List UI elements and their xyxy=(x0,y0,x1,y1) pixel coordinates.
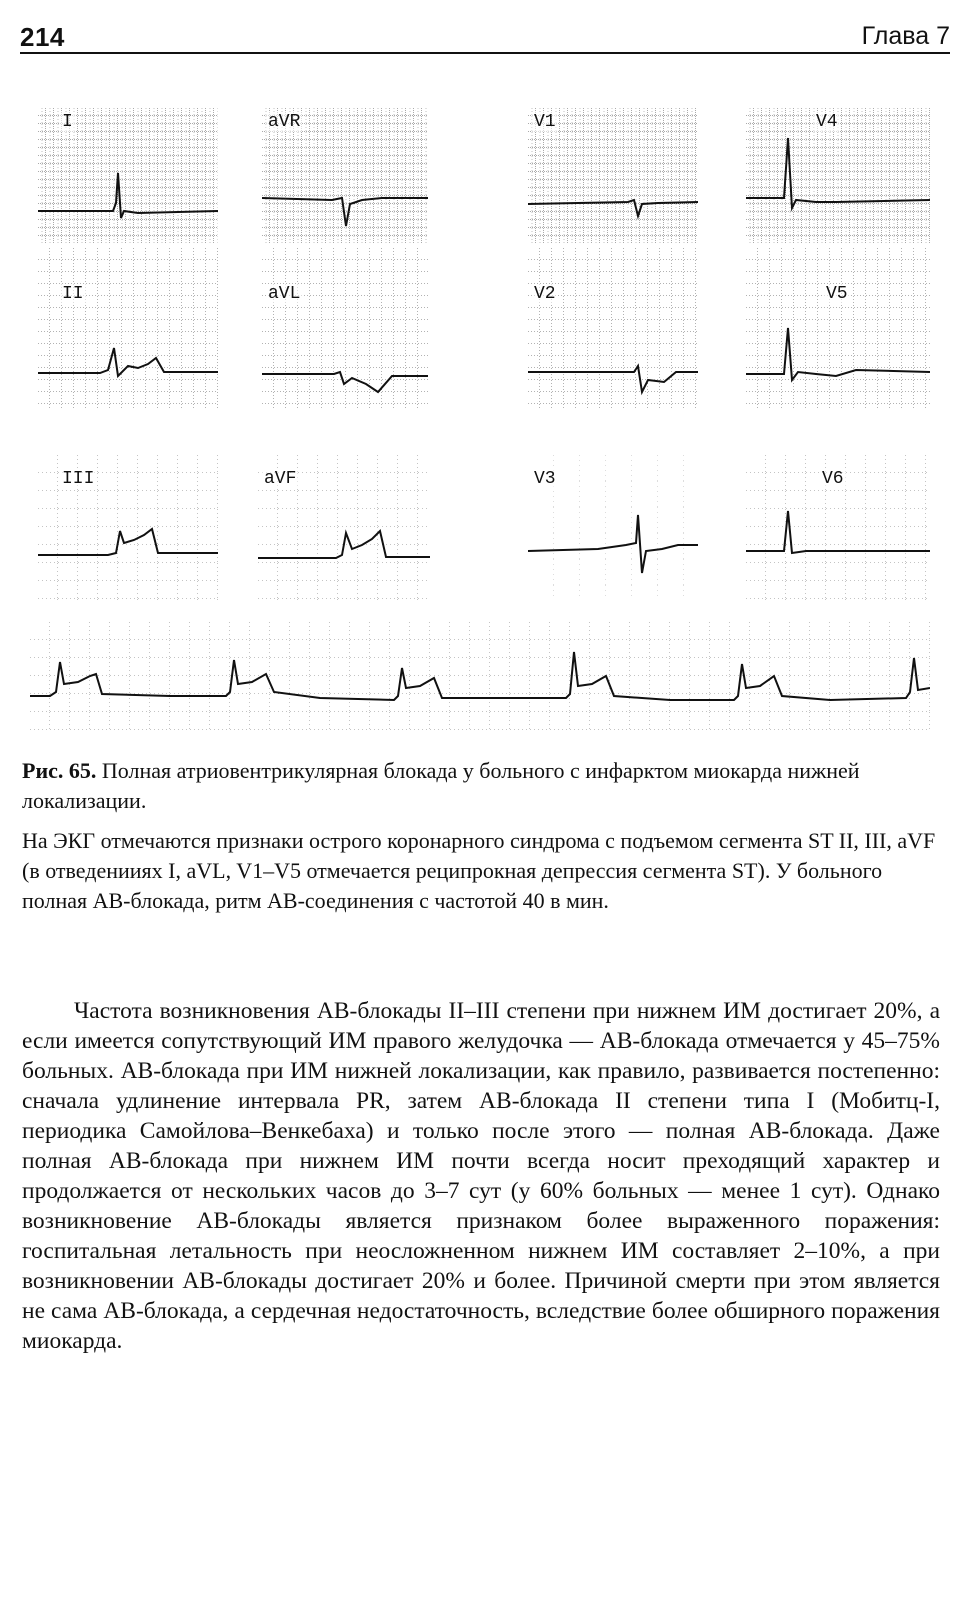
ecg-panel-aVF xyxy=(258,455,430,600)
lead-label-V1: V1 xyxy=(534,112,556,132)
ecg-panel-V2 xyxy=(528,248,698,408)
ecg-panel-V3 xyxy=(528,455,698,600)
caption-description: На ЭКГ отмечаются признаки острого коронарного синдрома с подъемом сегмента ST II, III, aVF (в отведенииях I, aVL, V1–V5 отмечается реципрокная депрессия сегмента ST). У больного полная АВ-блокада, ритм АВ-соединения с частотой 40 в мин. xyxy=(22,828,936,913)
ecg-rhythm-strip xyxy=(30,622,930,730)
lead-label-I: I xyxy=(62,112,73,132)
ecg-panel-V1 xyxy=(528,108,698,243)
figure-label: Рис. 65. xyxy=(22,758,97,783)
caption-title: Полная атриовентрикулярная блокада у больного с инфарктом миокарда нижней локализации. xyxy=(22,758,860,813)
lead-label-II: II xyxy=(62,284,84,304)
chapter-title: Глава 7 xyxy=(861,22,950,50)
ecg-panel-I xyxy=(38,108,218,243)
figure-caption xyxy=(22,756,940,916)
lead-label-V5: V5 xyxy=(826,284,848,304)
lead-label-V3: V3 xyxy=(534,469,556,489)
ecg-panel-aVR xyxy=(262,108,428,243)
lead-label-V4: V4 xyxy=(816,112,838,132)
ecg-panel-III xyxy=(38,455,218,600)
lead-label-aVL: aVL xyxy=(268,284,301,304)
body-paragraph: Частота возникновения АВ-блокады II–III степени при нижнем ИМ достигает 20%, а если имеется сопутствующий ИМ правого желудочка — АВ-блокада отмечается у 45–75% больных. АВ-блокада при ИМ нижней локализации, как правило, развивается постепенно: сначала удлинение интервала PR, затем АВ-блокада II степени типа I (Мобитц-I, периодика Самойлова–Венкебаха) и только после этого — полная АВ-блокада. Даже полная АВ-блокада при нижнем ИМ почти всегда носит преходящий характер и продолжается от нескольких часов до 3–7 сут (у 60% больных — менее 1 сут). Однако возникновение АВ-блокады является признаком более выраженного поражения: госпитальная летальность при неосложненном нижнем ИМ составляет 2–10%, а при возникновении АВ-блокады достигает 20% и более. Причиной смерти при этом является не сама АВ-блокада, а сердечная недостаточность, вследствие более обширного поражения миокарда. xyxy=(22,998,940,1354)
page-number: 214 xyxy=(20,22,65,52)
lead-label-V6: V6 xyxy=(822,469,844,489)
ecg-panel-aVL xyxy=(262,248,428,408)
lead-label-aVF: aVF xyxy=(264,469,297,489)
body-text xyxy=(22,996,940,1356)
ecg-panel-II xyxy=(38,248,218,408)
caption-title-line xyxy=(22,756,940,816)
page-header xyxy=(20,18,950,54)
ecg-panel-V5 xyxy=(746,248,930,408)
lead-label-aVR: aVR xyxy=(268,112,301,132)
ecg-panel-V6 xyxy=(746,455,930,600)
ecg-panel-V4 xyxy=(746,108,930,243)
lead-label-III: III xyxy=(62,469,95,489)
lead-label-V2: V2 xyxy=(534,284,556,304)
